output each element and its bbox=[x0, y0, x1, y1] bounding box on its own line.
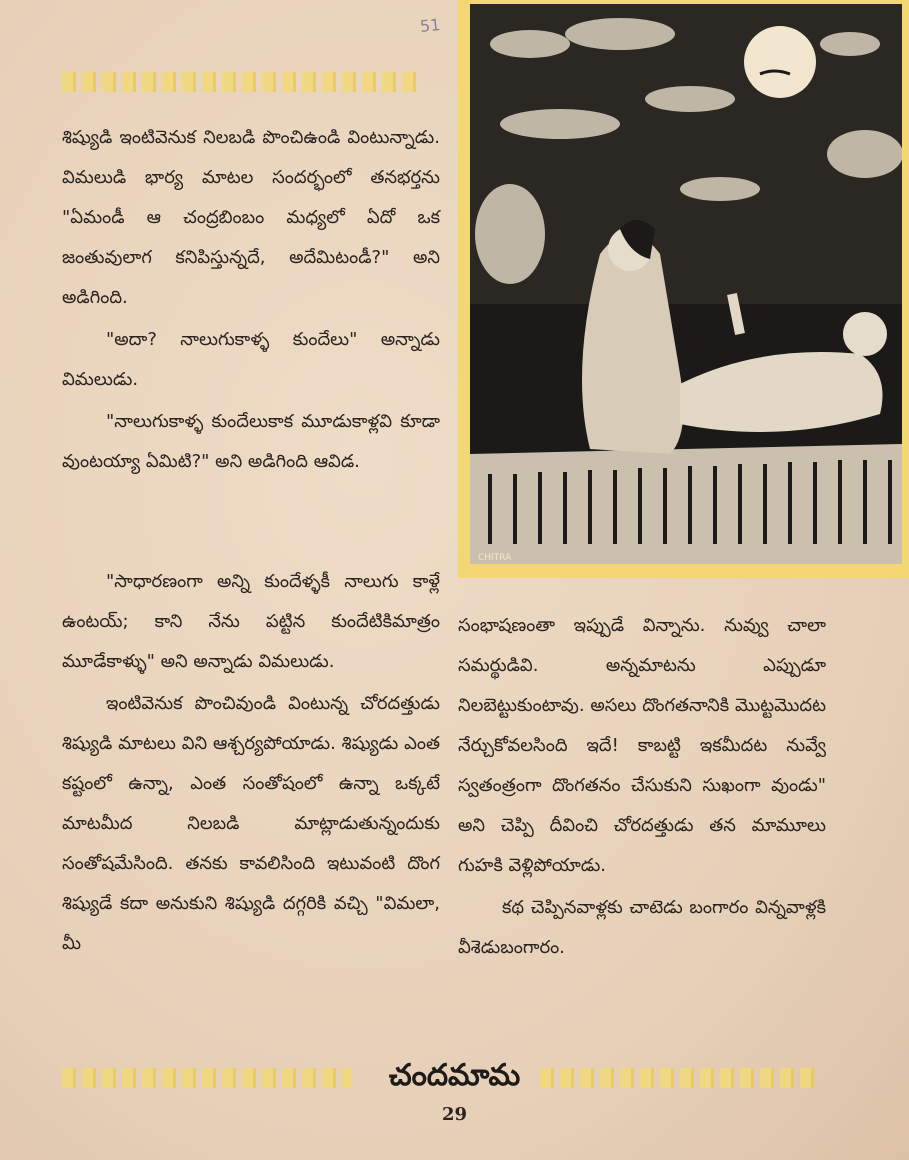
story-paragraph: "నాలుగుకాళ్ళ కుందేలుకాక మూడుకాళ్లవి కూడా వుంటయ్యా ఏమిటి?" అని అడిగింది ఆవిడ. bbox=[62, 411, 440, 472]
story-moral: కథ చెప్పినవాళ్లకు చాటెడు బంగారం విన్నవాళ్లకి వీశెడుబంగారం. bbox=[458, 897, 826, 958]
story-paragraph: శిష్యుడి ఇంటివెనుక నిలబడి పొంచిఉండి వింటున్నాడు. విమలుడి భార్య మాటల సందర్భంలో తనభర్తను "ఏమండీ ఆ చంద్రబింబం మధ్యలో ఏదో ఒక జంతువులాగ కనిపిస్తున్నదే, అదేమిటండీ?" అని అడిగింది. bbox=[62, 127, 440, 308]
couple-under-moon-drawing bbox=[470, 4, 902, 564]
story-paragraph: ఇంటివెనుక పొంచివుండి వింటున్న చోరదత్తుడు శిష్యుడి మాటలు విని ఆశ్చర్యపోయాడు. శిష్యుడు ఎంత కష్టంలో ఉన్నా, ఎంత సంతోషంలో ఉన్నా ఒక్కటే మాటమీద నిలబడి మాట్లాడుతున్నందుకు సంతోషమేసింది. తనకు కావలిసింది ఇటువంటి దొంగ శిష్యుడే కదా అనుకుని శిష్యుడి దగ్గరికి వచ్చి "విమలా, మీ bbox=[62, 693, 440, 954]
magazine-title: చందమామ bbox=[388, 1058, 521, 1093]
left-column-upper bbox=[62, 118, 440, 484]
story-paragraph: "సాధారణంగా అన్ని కుందేళ్ళకీ నాలుగు కాళ్లే ఉంటయ్; కాని నేను పట్టిన కుందేటికిమాత్రం మూడేకాళ్ళు" అని అన్నాడు విమలుడు. bbox=[62, 571, 440, 672]
handwritten-page-note: 51 bbox=[419, 14, 442, 37]
artist-signature: CHITRA bbox=[478, 553, 512, 563]
left-column-lower bbox=[62, 562, 440, 966]
story-illustration bbox=[458, 0, 909, 578]
top-decorative-border bbox=[62, 72, 422, 92]
story-paragraph: "అదా? నాలుగుకాళ్ళ కుందేలు" అన్నాడు విమలుడు. bbox=[62, 329, 440, 390]
story-paragraph: సంభాషణంతా ఇప్పుడే విన్నాను. నువ్వు చాలా సమర్థుడివి. అన్నమాటను ఎప్పుడూ నిలబెట్టుకుంటావు. అసలు దొంగతనానికి మొట్టమొదట నేర్చుకోవలసింది ఇదే! కాబట్టి ఇకమీదట నువ్వే స్వతంత్రంగా దొంగతనం చేసుకుని సుఖంగా వుండు" అని చెప్పి దీవించి చోరదత్తుడు తన మామూలు గుహకి వెళ్లిపోయాడు. bbox=[458, 615, 826, 876]
page-number: 29 bbox=[441, 1104, 468, 1125]
right-column bbox=[458, 606, 826, 970]
moon-shape bbox=[744, 26, 816, 98]
